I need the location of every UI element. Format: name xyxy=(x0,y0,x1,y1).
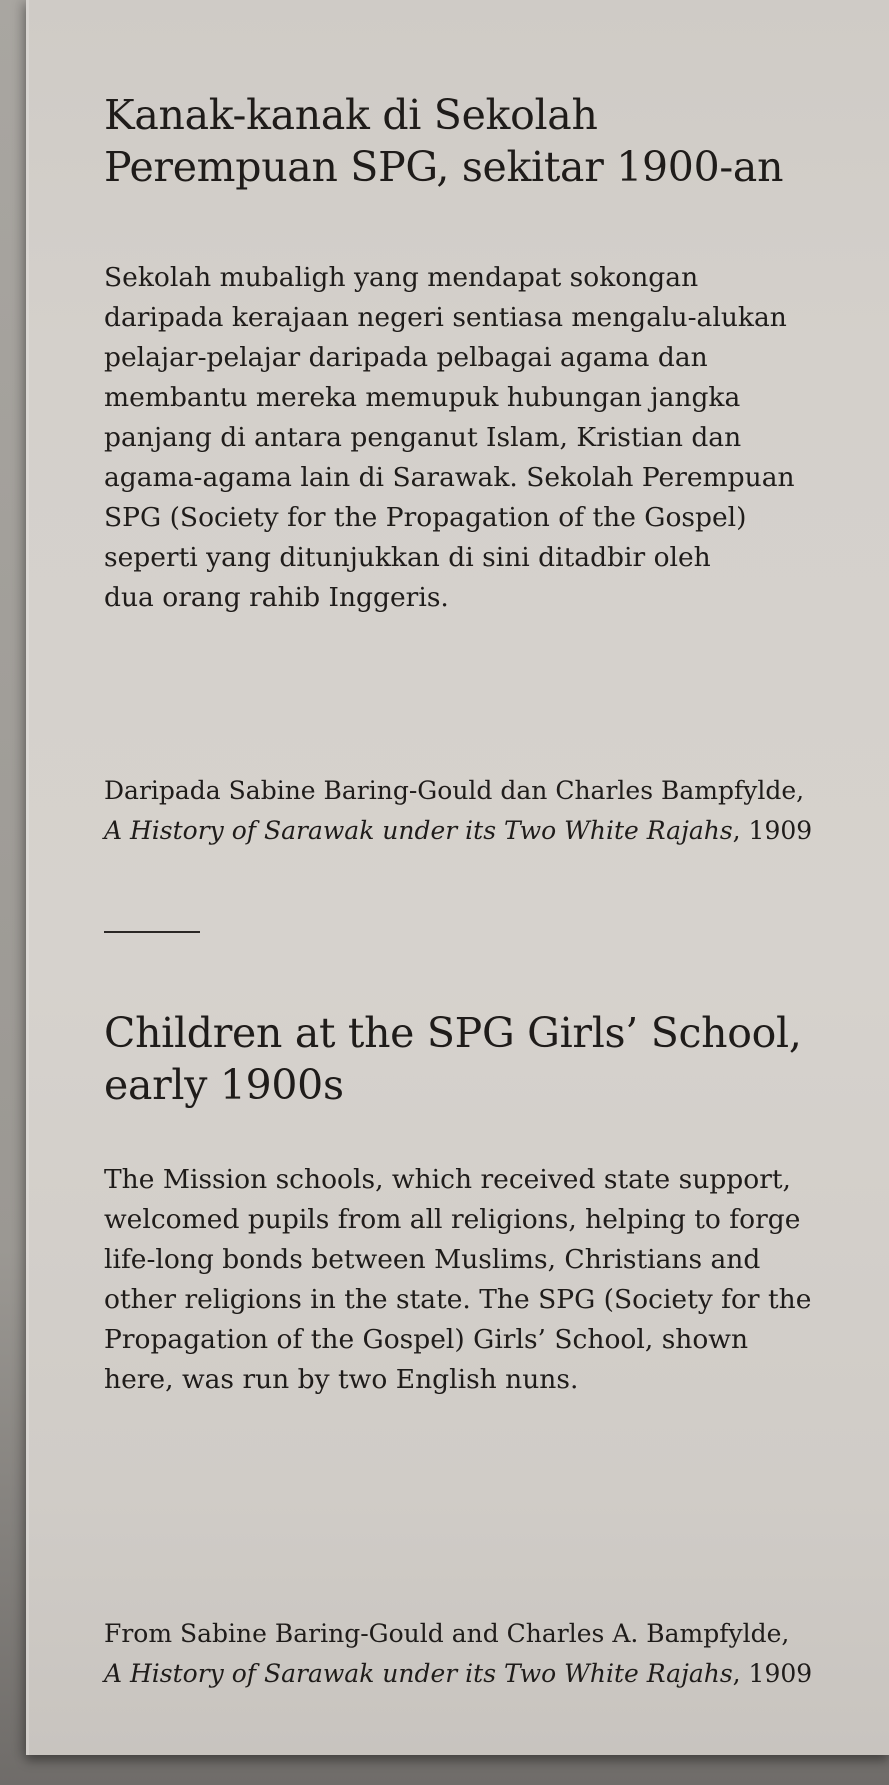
malay-credit-year: , 1909 xyxy=(732,816,813,845)
malay-body-line: SPG (Society for the Propagation of the Gospel) xyxy=(104,502,747,533)
english-body-line: The Mission schools, which received state support, xyxy=(104,1164,791,1195)
malay-body-line: pelajar-pelajar daripada pelbagai agama dan xyxy=(104,342,708,373)
malay-source-credit xyxy=(104,771,812,851)
english-source-credit xyxy=(104,1614,812,1694)
malay-body-line: panjang di antara penganut Islam, Kristian dan xyxy=(104,422,742,453)
malay-body-line: daripada kerajaan negeri sentiasa mengalu-alukan xyxy=(104,302,787,333)
panel-edge-highlight xyxy=(26,0,29,1755)
malay-title-line: Kanak-kanak di Sekolah xyxy=(104,91,598,139)
english-title xyxy=(104,1007,802,1111)
section-divider xyxy=(104,931,200,933)
english-credit-citation xyxy=(104,1654,812,1694)
english-body-line: welcomed pupils from all religions, helping to forge xyxy=(104,1204,801,1235)
malay-credit-authors: Daripada Sabine Baring-Gould dan Charles Bampfylde, xyxy=(104,776,805,805)
malay-body-line: membantu mereka memupuk hubungan jangka xyxy=(104,382,741,413)
english-credit-book-title: A History of Sarawak under its Two White Rajahs xyxy=(104,1659,733,1688)
english-body-line: here, was run by two English nuns. xyxy=(104,1364,579,1395)
malay-body-line: agama-agama lain di Sarawak. Sekolah Perempuan xyxy=(104,462,795,493)
malay-body-line: dua orang rahib Inggeris. xyxy=(104,582,449,613)
malay-credit-citation xyxy=(104,811,812,851)
malay-body-line: Sekolah mubaligh yang mendapat sokongan xyxy=(104,262,699,293)
malay-body xyxy=(104,258,795,618)
english-credit-year: , 1909 xyxy=(732,1659,813,1688)
english-title-line: Children at the SPG Girls’ School, xyxy=(104,1009,802,1057)
malay-body-line: seperti yang ditunjukkan di sini ditadbir oleh xyxy=(104,542,711,573)
malay-title xyxy=(104,89,783,193)
english-credit-authors: From Sabine Baring-Gould and Charles A. Bampfylde, xyxy=(104,1619,790,1648)
english-body xyxy=(104,1160,811,1400)
english-body-line: life-long bonds between Muslims, Christians and xyxy=(104,1244,761,1275)
malay-credit-book-title: A History of Sarawak under its Two White Rajahs xyxy=(104,816,733,845)
malay-title-line: Perempuan SPG, sekitar 1900-an xyxy=(104,143,784,191)
english-title-line: early 1900s xyxy=(104,1061,344,1109)
english-body-line: other religions in the state. The SPG (Society for the xyxy=(104,1284,812,1315)
english-body-line: Propagation of the Gospel) Girls’ School, shown xyxy=(104,1324,749,1355)
